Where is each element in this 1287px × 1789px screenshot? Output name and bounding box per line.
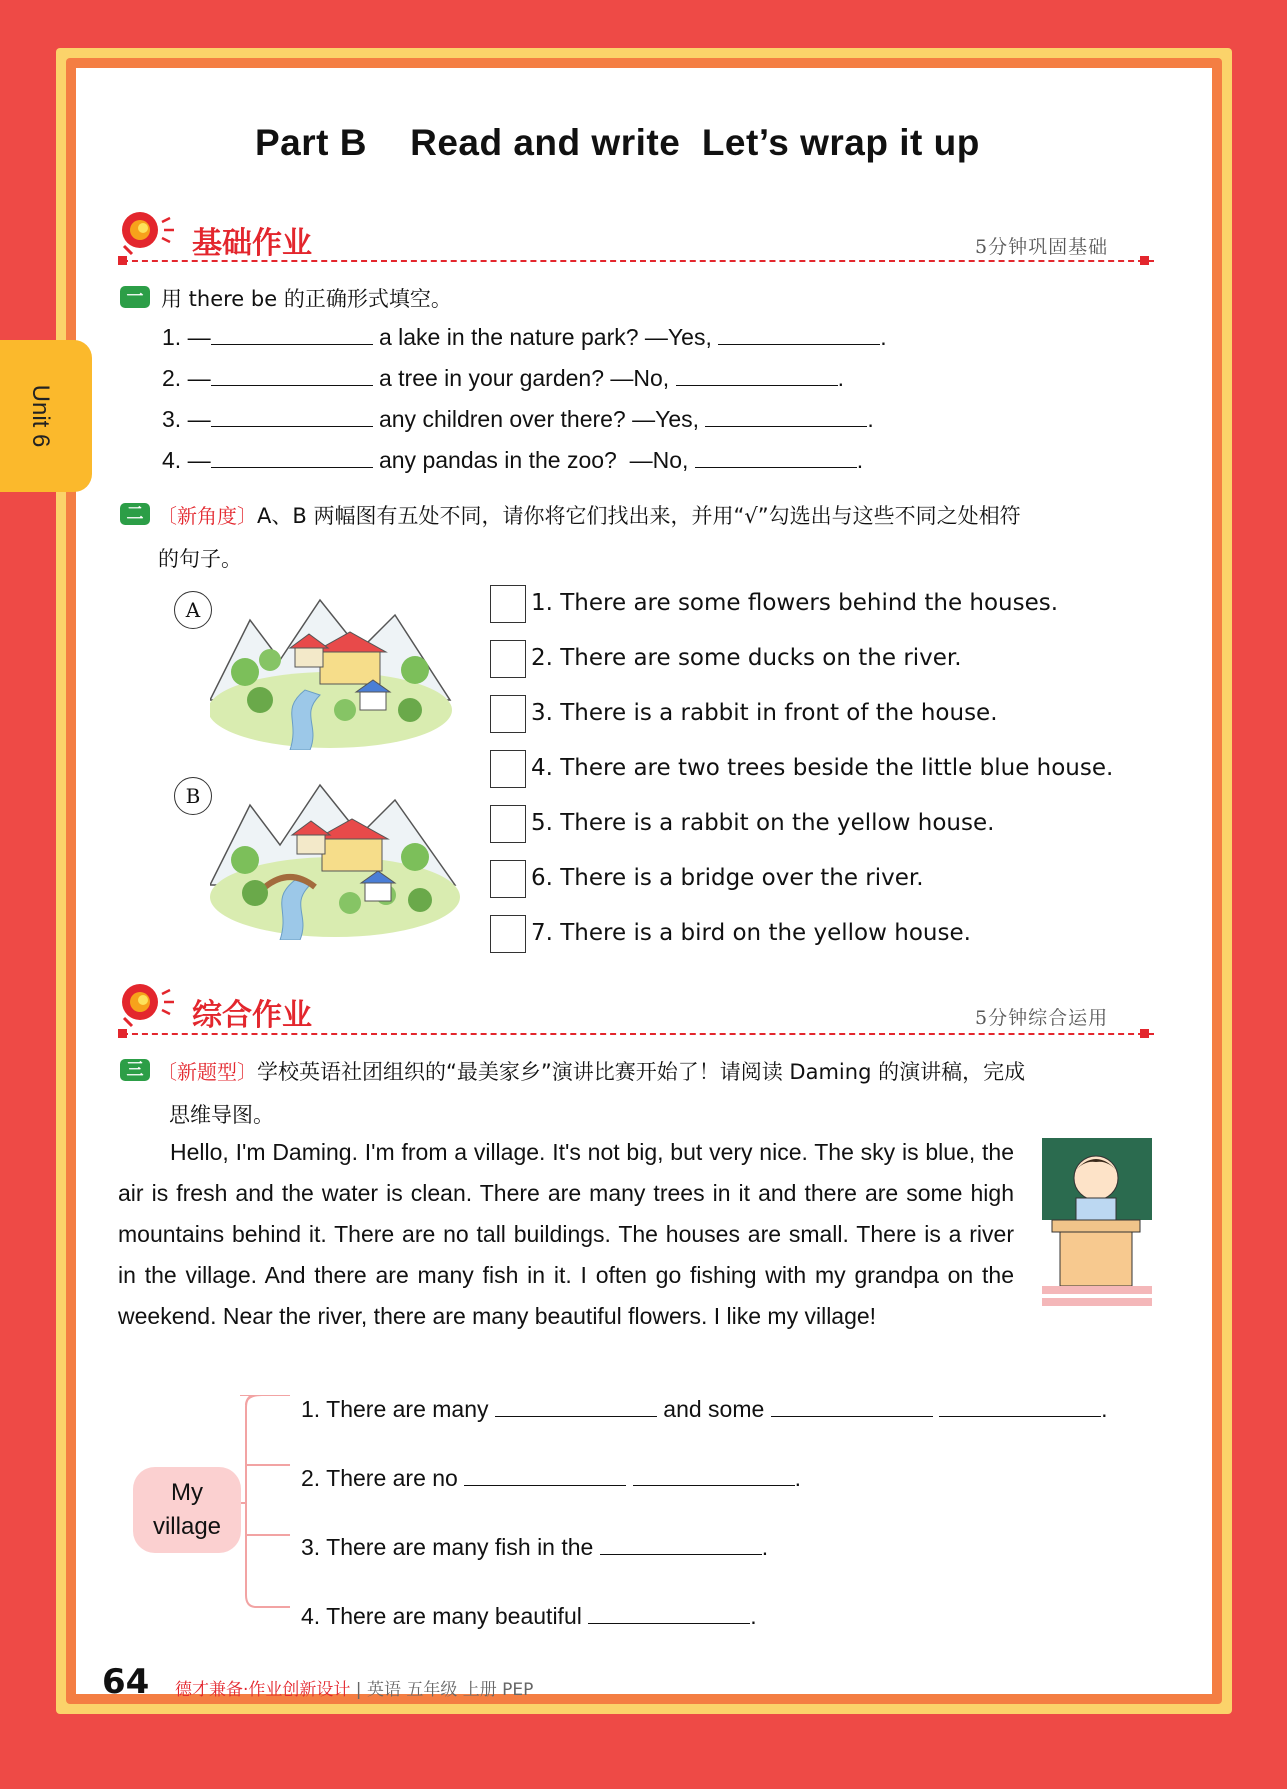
- page-number: 64: [102, 1662, 150, 1702]
- footer-separator: |: [350, 1680, 367, 1700]
- center-line-1: My: [171, 1479, 203, 1506]
- q3-instruction-cont: 思维导图。: [169, 1103, 274, 1127]
- q1-item-2: [162, 365, 844, 392]
- mind-map-center: [133, 1467, 241, 1553]
- item-number: 4. —: [162, 447, 211, 473]
- answer-blank[interactable]: [211, 343, 373, 345]
- item-text: 3. There are many fish in the: [301, 1534, 600, 1560]
- mind-map-item-4: [301, 1603, 757, 1630]
- mind-map-item-2: [301, 1465, 801, 1492]
- section-divider: [122, 1033, 1154, 1035]
- item-end: .: [750, 1603, 757, 1629]
- question-badge-3: 三: [120, 1059, 150, 1081]
- item-number: 2. —: [162, 365, 211, 391]
- answer-blank[interactable]: [464, 1484, 626, 1486]
- unit-tab: [0, 340, 92, 492]
- statement-5: 5. There is a rabbit on the yellow house.: [531, 810, 995, 836]
- answer-checkbox[interactable]: [490, 805, 526, 843]
- picture-b-label: B: [174, 777, 212, 815]
- question-badge-2: 二: [120, 503, 150, 525]
- item-text: 4. There are many beautiful: [301, 1603, 589, 1629]
- section-basic-title: 基础作业: [192, 226, 312, 261]
- item-end: .: [794, 1465, 802, 1491]
- q1-item-4: [162, 447, 863, 474]
- reading-passage: [118, 1132, 1014, 1337]
- divider-dot: [118, 1029, 127, 1038]
- item-end: .: [867, 406, 874, 432]
- footer-text: [175, 1675, 533, 1700]
- q1-item-3: [162, 406, 874, 433]
- question-tag: 〔新题型〕: [157, 1060, 257, 1084]
- unit-tab-label: Unit 6: [27, 384, 54, 448]
- passage-text: Hello, I'm Daming. I'm from a village. It's not big, but very nice. The sky is blue, the air is fresh and the water is clean. There are many trees in it and there are some high mountains behind it. There are no tall buildings. The houses are small. There is a river in the village. And there are many fish in it. I often go fishing with my grandpa on the weekend. Near the river, there are many beautiful flowers. I like my village!: [118, 1139, 1014, 1329]
- answer-checkbox[interactable]: [490, 640, 526, 678]
- answer-blank[interactable]: [211, 384, 373, 386]
- divider-dot: [118, 256, 127, 265]
- item-end: .: [761, 1534, 769, 1560]
- answer-blank[interactable]: [676, 384, 838, 386]
- q2-instruction-cont: 的句子。: [158, 547, 242, 571]
- answer-checkbox[interactable]: [490, 695, 526, 733]
- footer-brand: 德才兼备·作业创新设计: [175, 1680, 351, 1700]
- item-text: 2. There are no: [301, 1465, 465, 1491]
- item-text: 1. There are many: [301, 1396, 495, 1422]
- footer-info: 英语 五年级 上册 PEP: [366, 1680, 534, 1700]
- village-picture-b: [210, 775, 465, 940]
- item-end: .: [1101, 1396, 1108, 1422]
- answer-blank[interactable]: [211, 466, 373, 468]
- answer-blank[interactable]: [771, 1415, 933, 1417]
- item-number: 3. —: [162, 406, 211, 432]
- q3-instruction: [157, 1056, 1025, 1086]
- item-text: any children over there? —Yes,: [372, 406, 706, 432]
- answer-blank[interactable]: [495, 1415, 657, 1417]
- answer-blank[interactable]: [211, 425, 373, 427]
- balloon-icon: [118, 208, 180, 258]
- q2-instruction-text: A、B 两幅图有五处不同，请你将它们找出来，并用“√”勾选出与这些不同之处相符: [257, 504, 1021, 528]
- village-picture-a: [210, 590, 458, 750]
- answer-checkbox[interactable]: [490, 915, 526, 953]
- answer-blank[interactable]: [588, 1622, 750, 1624]
- answer-blank[interactable]: [705, 425, 867, 427]
- picture-a-label: A: [174, 591, 212, 629]
- answer-blank[interactable]: [633, 1484, 795, 1486]
- item-end: .: [880, 324, 887, 350]
- item-text: and some: [656, 1396, 771, 1422]
- answer-blank[interactable]: [600, 1553, 762, 1555]
- item-text: a lake in the nature park? —Yes,: [372, 324, 719, 350]
- speaker-boy-illustration: [1038, 1138, 1156, 1308]
- question-badge-1: 一: [120, 286, 150, 308]
- question-tag: 〔新角度〕: [157, 504, 257, 528]
- answer-blank[interactable]: [939, 1415, 1101, 1417]
- answer-checkbox[interactable]: [490, 585, 526, 623]
- balloon-icon: [118, 980, 180, 1030]
- q3-instruction-text: 学校英语社团组织的“最美家乡”演讲比赛开始了！请阅读 Daming 的演讲稿，完成: [257, 1060, 1026, 1084]
- item-text: a tree in your garden? —No,: [372, 365, 676, 391]
- statement-6: 6. There is a bridge over the river.: [531, 865, 924, 891]
- statement-2: 2. There are some ducks on the river.: [531, 645, 962, 671]
- answer-checkbox[interactable]: [490, 750, 526, 788]
- q1-item-1: [162, 324, 887, 351]
- mind-map-item-3: [301, 1534, 768, 1561]
- q1-instruction: 用 there be 的正确形式填空。: [161, 287, 452, 311]
- statement-4: 4. There are two trees beside the little blue house.: [531, 755, 1114, 781]
- section-comprehensive-subtitle: 5分钟综合运用: [975, 1007, 1109, 1029]
- divider-dot: [1140, 256, 1149, 265]
- answer-blank[interactable]: [695, 466, 857, 468]
- statement-7: 7. There is a bird on the yellow house.: [531, 920, 971, 946]
- section-divider: [122, 260, 1154, 262]
- answer-checkbox[interactable]: [490, 860, 526, 898]
- divider-dot: [1140, 1029, 1149, 1038]
- center-line-2: village: [152, 1513, 222, 1540]
- item-number: 1. —: [162, 324, 211, 350]
- page-title: Part B Read and write Let’s wrap it up: [255, 122, 980, 163]
- mind-map-item-1: [301, 1396, 1107, 1423]
- item-end: .: [837, 365, 844, 391]
- q2-instruction: [157, 500, 1021, 530]
- statement-1: 1. There are some flowers behind the houses.: [531, 590, 1059, 616]
- section-comprehensive-title: 综合作业: [192, 998, 312, 1033]
- item-text: any pandas in the zoo? —No,: [372, 447, 695, 473]
- statement-3: 3. There is a rabbit in front of the house.: [531, 700, 998, 726]
- answer-blank[interactable]: [718, 343, 880, 345]
- section-basic-subtitle: 5分钟巩固基础: [975, 236, 1109, 258]
- item-end: .: [856, 447, 864, 473]
